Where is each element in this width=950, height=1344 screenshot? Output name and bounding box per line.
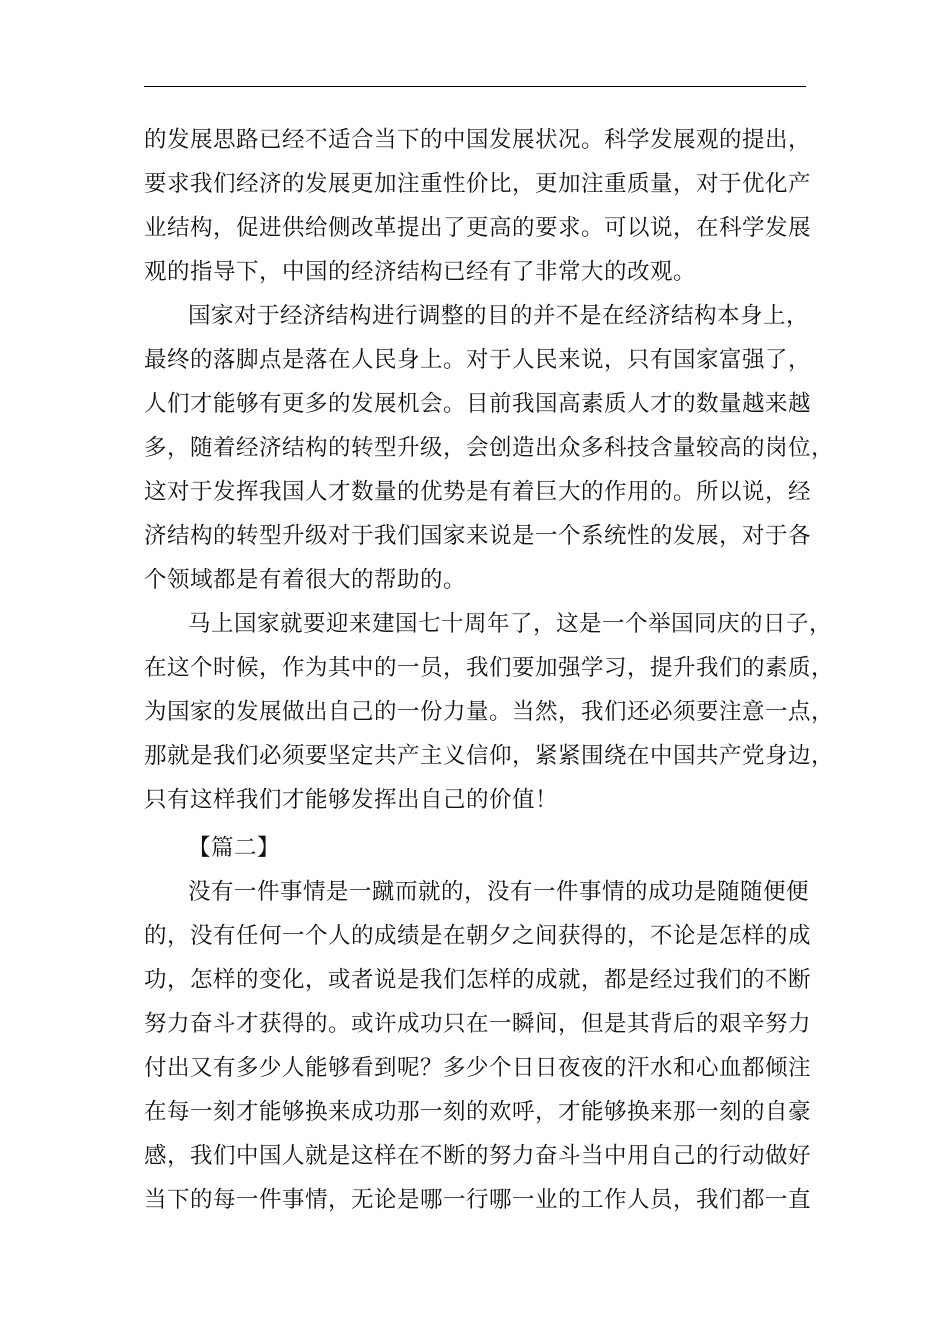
text-line: 最终的落脚点是落在人民身上。对于人民来说，只有国家富强了， bbox=[144, 347, 812, 373]
text-line: 为国家的发展做出自己的一份力量。当然，我们还必须要注意一点， bbox=[144, 699, 835, 725]
text-line: 业结构，促进供给侧改革提出了更高的要求。可以说，在科学发展 bbox=[144, 215, 812, 241]
text-line: 人们才能够有更多的发展机会。目前我国高素质人才的数量越来越 bbox=[144, 391, 812, 417]
text-line: 那就是我们必须要坚定共产主义信仰，紧紧围绕在中国共产党身边， bbox=[144, 743, 835, 769]
text-line: 的，没有任何一个人的成绩是在朝夕之间获得的，不论是怎样的成 bbox=[144, 923, 812, 949]
paragraph-first-line: 马上国家就要迎来建国七十周年了，这是一个举国同庆的日子， bbox=[188, 611, 833, 637]
text-line: 要求我们经济的发展更加注重性价比，更加注重质量，对于优化产 bbox=[144, 171, 812, 197]
paragraph-first-line: 没有一件事情是一蹴而就的，没有一件事情的成功是随随便便 bbox=[188, 879, 810, 905]
text-line: 个领域都是有着很大的帮助的。 bbox=[144, 567, 467, 593]
text-line: 济结构的转型升级对于我们国家来说是一个系统性的发展，对于各 bbox=[144, 523, 812, 549]
text-line: 在每一刻才能够换来成功那一刻的欢呼，才能够换来那一刻的自豪 bbox=[144, 1099, 812, 1125]
header-rule bbox=[144, 86, 806, 87]
text-line: 付出又有多少人能够看到呢？多少个日日夜夜的汗水和心血都倾注 bbox=[144, 1055, 812, 1081]
text-line: 多，随着经济结构的转型升级，会创造出众多科技含量较高的岗位， bbox=[144, 435, 835, 461]
text-line: 在这个时候，作为其中的一员，我们要加强学习，提升我们的素质， bbox=[144, 655, 835, 681]
text-line: 努力奋斗才获得的。或许成功只在一瞬间，但是其背后的艰辛努力 bbox=[144, 1011, 812, 1037]
text-line: 当下的每一件事情，无论是哪一行哪一业的工作人员，我们都一直 bbox=[144, 1187, 812, 1213]
text-line: 只有这样我们才能够发挥出自己的价值！ bbox=[144, 787, 559, 813]
text-line: 这对于发挥我国人才数量的优势是有着巨大的作用的。所以说，经 bbox=[144, 479, 812, 505]
text-line: 功，怎样的变化，或者说是我们怎样的成就，都是经过我们的不断 bbox=[144, 967, 812, 993]
text-line: 观的指导下，中国的经济结构已经有了非常大的改观。 bbox=[144, 259, 697, 285]
paragraph-first-line: 国家对于经济结构进行调整的目的并不是在经济结构本身上， bbox=[188, 303, 810, 329]
text-line: 感，我们中国人就是这样在不断的努力奋斗当中用自己的行动做好 bbox=[144, 1143, 812, 1169]
text-line: 的发展思路已经不适合当下的中国发展状况。科学发展观的提出， bbox=[144, 127, 812, 153]
section-heading: 【篇二】 bbox=[188, 835, 281, 861]
